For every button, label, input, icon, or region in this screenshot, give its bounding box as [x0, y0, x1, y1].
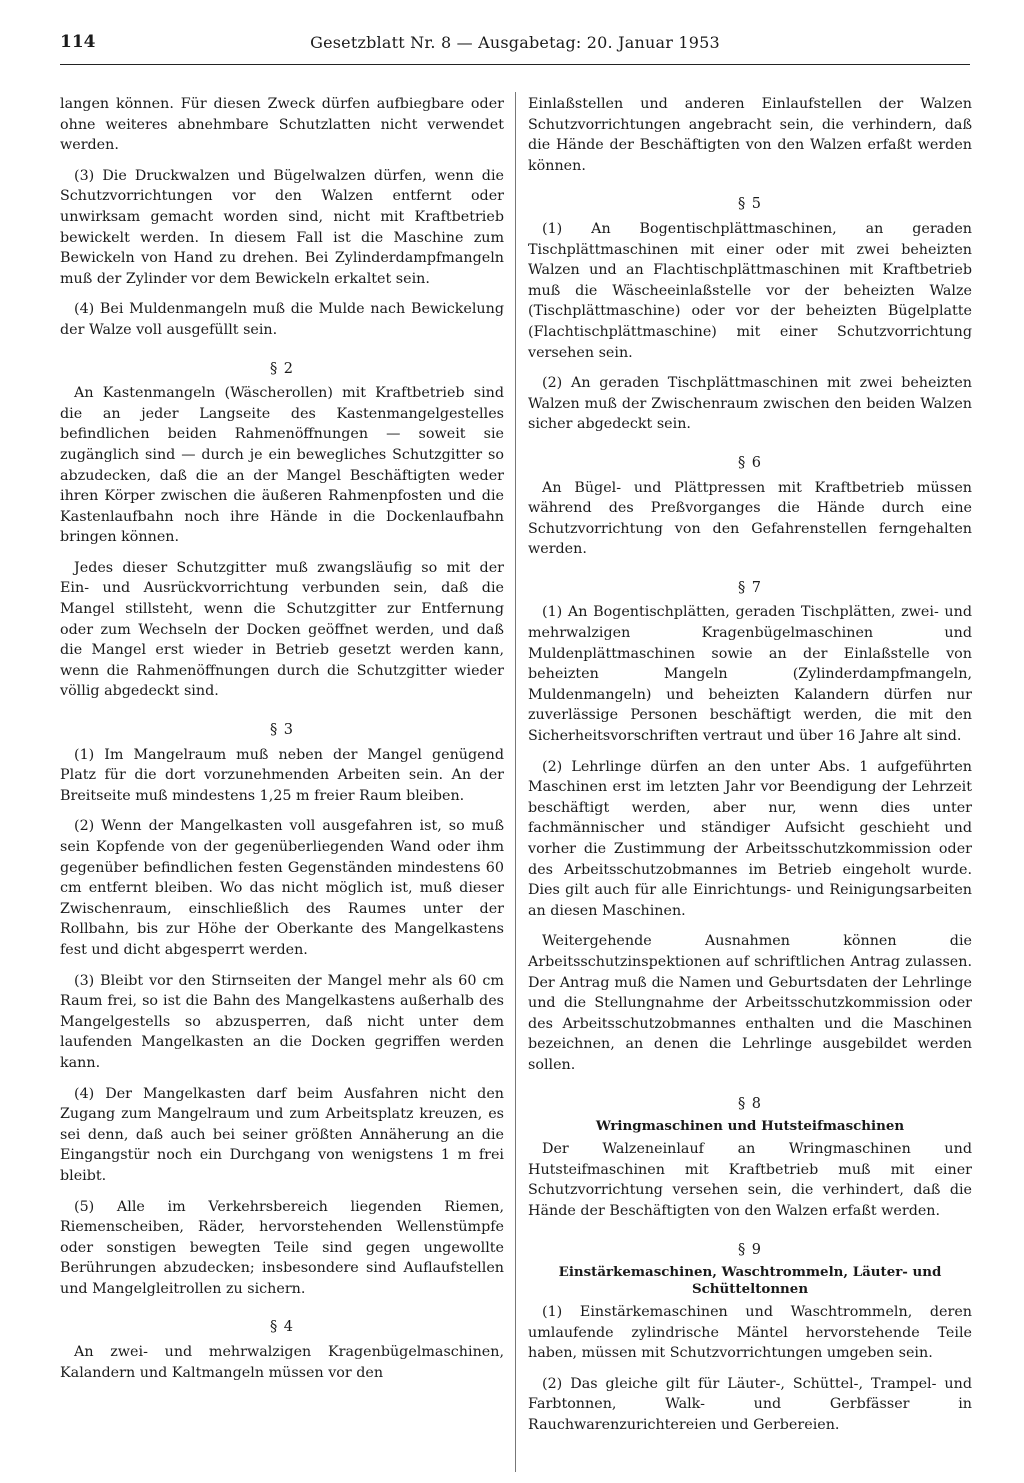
paragraph: (5) Alle im Verkehrsbereich liegenden Riemen, Riemenscheiben, Räder, hervorstehenden Wellenstümpfe oder sonstigen bewegten Teile sind gegen ungewollte Berührungen abzudecken; insbesondere sind Auflaufstellen und Mangelgleitrollen zu sichern. — [60, 1198, 504, 1297]
paragraph: An zwei- und mehrwalzigen Kragenbügelmaschinen, Kalandern und Kaltmangeln müssen vor den — [60, 1344, 504, 1381]
paragraph: (2) Wenn der Mangelkasten voll ausgefahren ist, so muß sein Kopfende von der gegenüberliegenden Wand oder ihm gegenüber befindlichen festen Gegenständen mindestens 60 cm entfernt bleiben. Wo das nicht möglich ist, muß dieser Zwischenraum, einschließlich des Raumes unter der Rollbahn, bis zur Höhe der Oberkante des Mangelkastens fest und dicht abgesperrt werden. — [60, 818, 504, 958]
paragraph: (1) An Bogentischplätten, geraden Tischplätten, zwei- und mehrwalzigen Kragenbügelmaschinen und Muldenplättmaschinen sowie an der Einlaßstelle von beheizten Mangeln (Zylinderdampfmangeln, Muldenmangeln) und beheizten Kalandern dürfen nur zuverlässige Personen beschäftigt werden, die mit den Sicherheitsvorschriften vertraut und über 16 Jahre alt sind. — [528, 604, 972, 745]
section-heading: § 3 — [269, 722, 295, 739]
paragraph: Jedes dieser Schutzgitter muß zwangsläufig so mit der Ein- und Ausrückvorrichtung verbunden sein, daß die Mangel stillsteht, wenn die Schutzgitter zur Entfernung oder zum Wechseln der Docken geöffnet werden, und daß die Mangel erst wieder in Betrieb gesetzt werden kann, wenn die Rahmenöffnungen durch die Schutzgitter wieder völlig abgedeckt sind. — [60, 559, 504, 700]
paragraph: (4) Der Mangelkasten darf beim Ausfahren nicht den Zugang zum Mangelraum und zum Arbeitsplatz kreuzen, es sei denn, daß auch bei seiner größten Annäherung an die Eingangstür noch ein Durchgang von wenigstens 1 m frei bleibt. — [60, 1085, 504, 1184]
paragraph: (2) An geraden Tischplättmaschinen mit zwei beheizten Walzen muß der Zwischenraum zwischen den beiden Walzen sicher abgedeckt sein. — [528, 375, 972, 433]
paragraph: (1) An Bogentischplättmaschinen, an geraden Tischplättmaschinen mit einer oder mit zwei beheizten Walzen und an Flachtischplättmaschinen mit Kraftbetrieb muß die Wäscheeinlaßstelle vor der beheizten Walze (Tischplättmaschine) oder vor der beheizten Bügelplatte (Flachtischplättmaschine) mit einer Schutzvorrichtung versehen sein. — [528, 220, 972, 361]
running-head: Gesetzblatt Nr. 8 — Ausgabetag: 20. Januar 1953 — [310, 33, 720, 52]
paragraph: Einlaßstellen und anderen Einlaufstellen der Walzen Schutzvorrichtungen angebracht sein, die verhindern, daß die Hände der Beschäftigten von den Walzen erfaßt werden können. — [528, 96, 972, 174]
paragraph: (1) Im Mangelraum muß neben der Mangel genügend Platz für die dort vorzunehmenden Arbeiten sein. An der Breitseite muß mindestens 1,25 m freier Raum bleiben. — [60, 746, 504, 804]
page — [60, 30, 972, 1434]
paragraph: Der Walzeneinlauf an Wringmaschinen und Hutsteifmaschinen mit Kraftbetrieb muß mit einer Schutzvorrichtung versehen sein, die verhindert, daß die Hände der Beschäftigten von den Walzen erfaßt werden. — [528, 1141, 972, 1219]
paragraph: (1) Einstärkemaschinen und Waschtrommeln, deren umlaufende zylindrische Mäntel hervorstehende Teile haben, müssen mit Schutzvorrichtungen umgeben sein. — [528, 1304, 972, 1362]
column-divider — [515, 92, 516, 1472]
right-column — [528, 94, 972, 1446]
section-title: Wringmaschinen und Hutsteifmaschinen — [595, 1118, 905, 1135]
paragraph: langen können. Für diesen Zweck dürfen aufbiegbare oder ohne weiteres abnehmbare Schutzlatten nicht verwendet werden. — [60, 96, 504, 154]
section-heading: § 8 — [737, 1095, 763, 1112]
section-heading: § 6 — [737, 454, 763, 471]
paragraph: (3) Die Druckwalzen und Bügelwalzen dürfen, wenn die Schutzvorrichtungen vor den Walzen entfernt oder unwirksam gemacht worden sind, nicht mit Kraftbetrieb bewickelt werden. In diesem Fall ist die Maschine zum Bewickeln von Hand zu drehen. Bei Zylinderdampfmangeln muß der Zylinder vor dem Bewickeln erkaltet sein. — [60, 167, 504, 287]
section-heading: § 2 — [269, 360, 295, 377]
paragraph: (3) Bleibt vor den Stirnseiten der Mangel mehr als 60 cm Raum frei, so ist die Bahn des Mangelkastens außerhalb des Mangelgestells so abzusperren, daß nicht unter dem laufenden Mangelkasten an die Docken gegriffen werden kann. — [60, 972, 504, 1071]
section-heading: § 5 — [737, 196, 763, 213]
left-column — [60, 94, 504, 1393]
page-number: 114 — [60, 32, 96, 52]
section-title: Einstärkemaschinen, Waschtrommeln, Läuter- und Schütteltonnen — [558, 1264, 942, 1298]
section-heading: § 9 — [737, 1241, 763, 1258]
paragraph: Weitergehende Ausnahmen können die Arbeitsschutzinspektionen auf schriftlichen Antrag zulassen. Der Antrag muß die Namen und Geburtsdaten der Lehrlinge und die Stellungnahme der Arbeitsschutzkommission oder des Arbeitsschutzobmannes enthalten und die Maschinen bezeichnen, an denen die Lehrlinge ausgebildet werden sollen. — [528, 933, 972, 1073]
paragraph: (2) Das gleiche gilt für Läuter-, Schüttel-, Trampel- und Farbtonnen, Walk- und Gerbfässer in Rauchwarenzurichtereien und Gerbereien. — [528, 1375, 972, 1434]
paragraph: (4) Bei Muldenmangeln muß die Mulde nach Bewickelung der Walze voll ausgefüllt sein. — [60, 301, 504, 338]
page-header — [60, 30, 970, 65]
paragraph: An Bügel- und Plättpressen mit Kraftbetrieb müssen während des Preßvorganges die Hände durch eine Schutzvorrichtung von den Gefahrenstellen ferngehalten werden. — [528, 479, 972, 558]
section-heading: § 4 — [269, 1319, 295, 1336]
section-heading: § 7 — [737, 579, 763, 596]
paragraph: (2) Lehrlinge dürfen an den unter Abs. 1 aufgeführten Maschinen erst im letzten Jahr vor Beendigung der Lehrzeit beschäftigt werden, aber nur, wenn dies unter fachmännischer und ständiger Aufsicht geschieht und vorher die Zustimmung der Arbeitsschutzkommission oder des Arbeitsschutzobmannes im Betrieb eingeholt wurde. Dies gilt auch für alle Einrichtungs- und Reinigungsarbeiten an diesen Maschinen. — [528, 758, 972, 919]
paragraph: An Kastenmangeln (Wäscherollen) mit Kraftbetrieb sind die an jeder Langseite des Kastenmangelgestelles befindlichen beiden Rahmenöffnungen — soweit sie zugänglich sind — durch je ein bewegliches Schutzgitter so abzudecken, daß die an der Mangel Beschäftigten weder ihren Körper zwischen die äußeren Rahmenpfosten und die Kastenlaufbahn noch ihre Hände in die Dockenlaufbahn bringen können. — [60, 385, 504, 546]
